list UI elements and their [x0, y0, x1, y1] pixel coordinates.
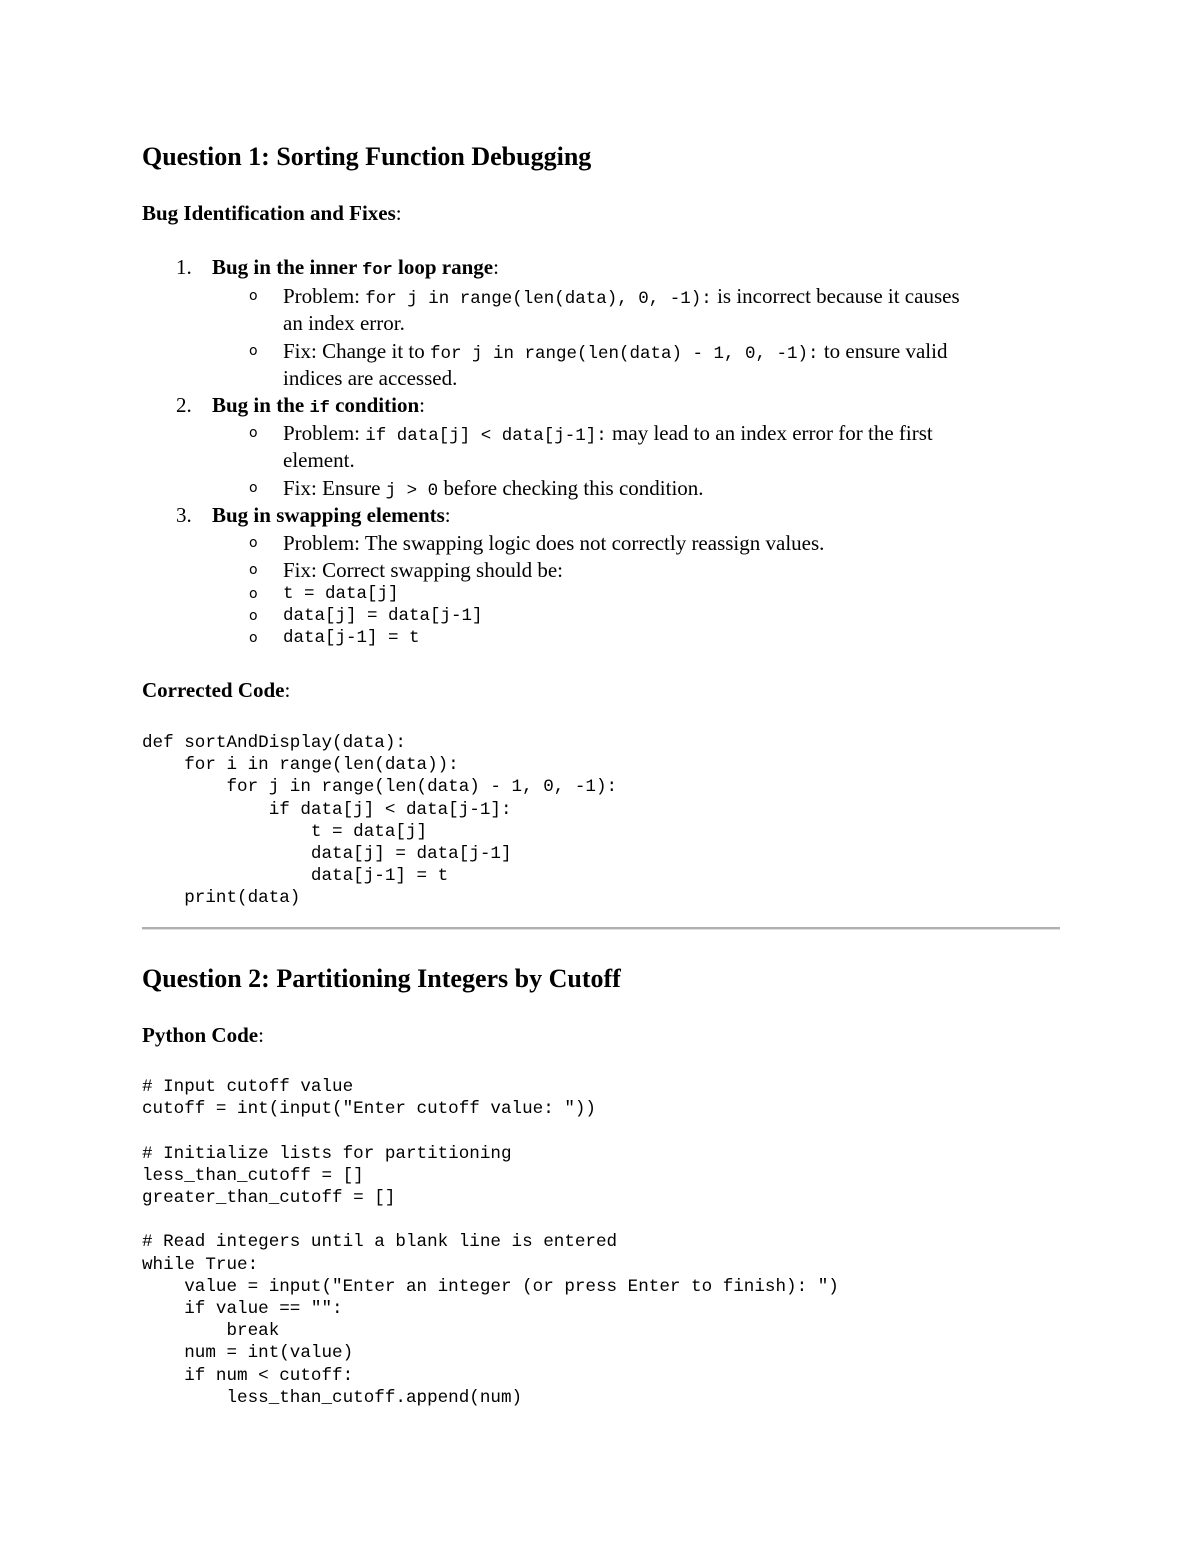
bullet-icon: o [249, 343, 258, 359]
bullet-icon: o [249, 608, 258, 624]
bug-1-item: 1. Bug in the inner for loop range: [176, 255, 499, 280]
question-2-title: Question 2: Partitioning Integers by Cutoff [142, 964, 621, 993]
bullet-icon: o [249, 535, 258, 551]
bullet-icon: o [249, 586, 258, 602]
bug-3-item: 3. Bug in swapping elements: [176, 503, 451, 527]
bug-2-item: 2. Bug in the if condition: [176, 393, 425, 418]
bug-identification-heading: Bug Identification and Fixes: [142, 201, 402, 225]
bullet-icon: o [249, 630, 258, 646]
horizontal-divider [142, 927, 1060, 930]
bullet-icon: o [249, 288, 258, 304]
list-number: 1. [176, 255, 192, 279]
bullet-icon: o [249, 480, 258, 496]
list-number: 3. [176, 503, 192, 527]
corrected-code-block: def sortAndDisplay(data): for i in range(len(data)): for j in range(len(data) - 1, 0, -1): if data[j] < data[j-1]: t = data[j] data[j] = data[j-1] data[j-1] = t print(data) [142, 733, 618, 909]
bullet-icon: o [249, 562, 258, 578]
list-number: 2. [176, 393, 192, 417]
corrected-code-heading: Corrected Code: [142, 678, 291, 702]
bullet-icon: o [249, 425, 258, 441]
question-1-title: Question 1: Sorting Function Debugging [142, 142, 592, 171]
python-code-block: # Input cutoff value cutoff = int(input("Enter cutoff value: ")) # Initialize lists for partitioning less_than_cutoff = [] greater_than_cutoff = [] # Read integers until a blank line is entered while True: value = input("Enter an integer (or press Enter to finish): ") if value == "": break num = int(value) if num < cutoff: less_than_cutoff.append(num) [142, 1077, 839, 1408]
python-code-heading: Python Code: [142, 1023, 264, 1047]
